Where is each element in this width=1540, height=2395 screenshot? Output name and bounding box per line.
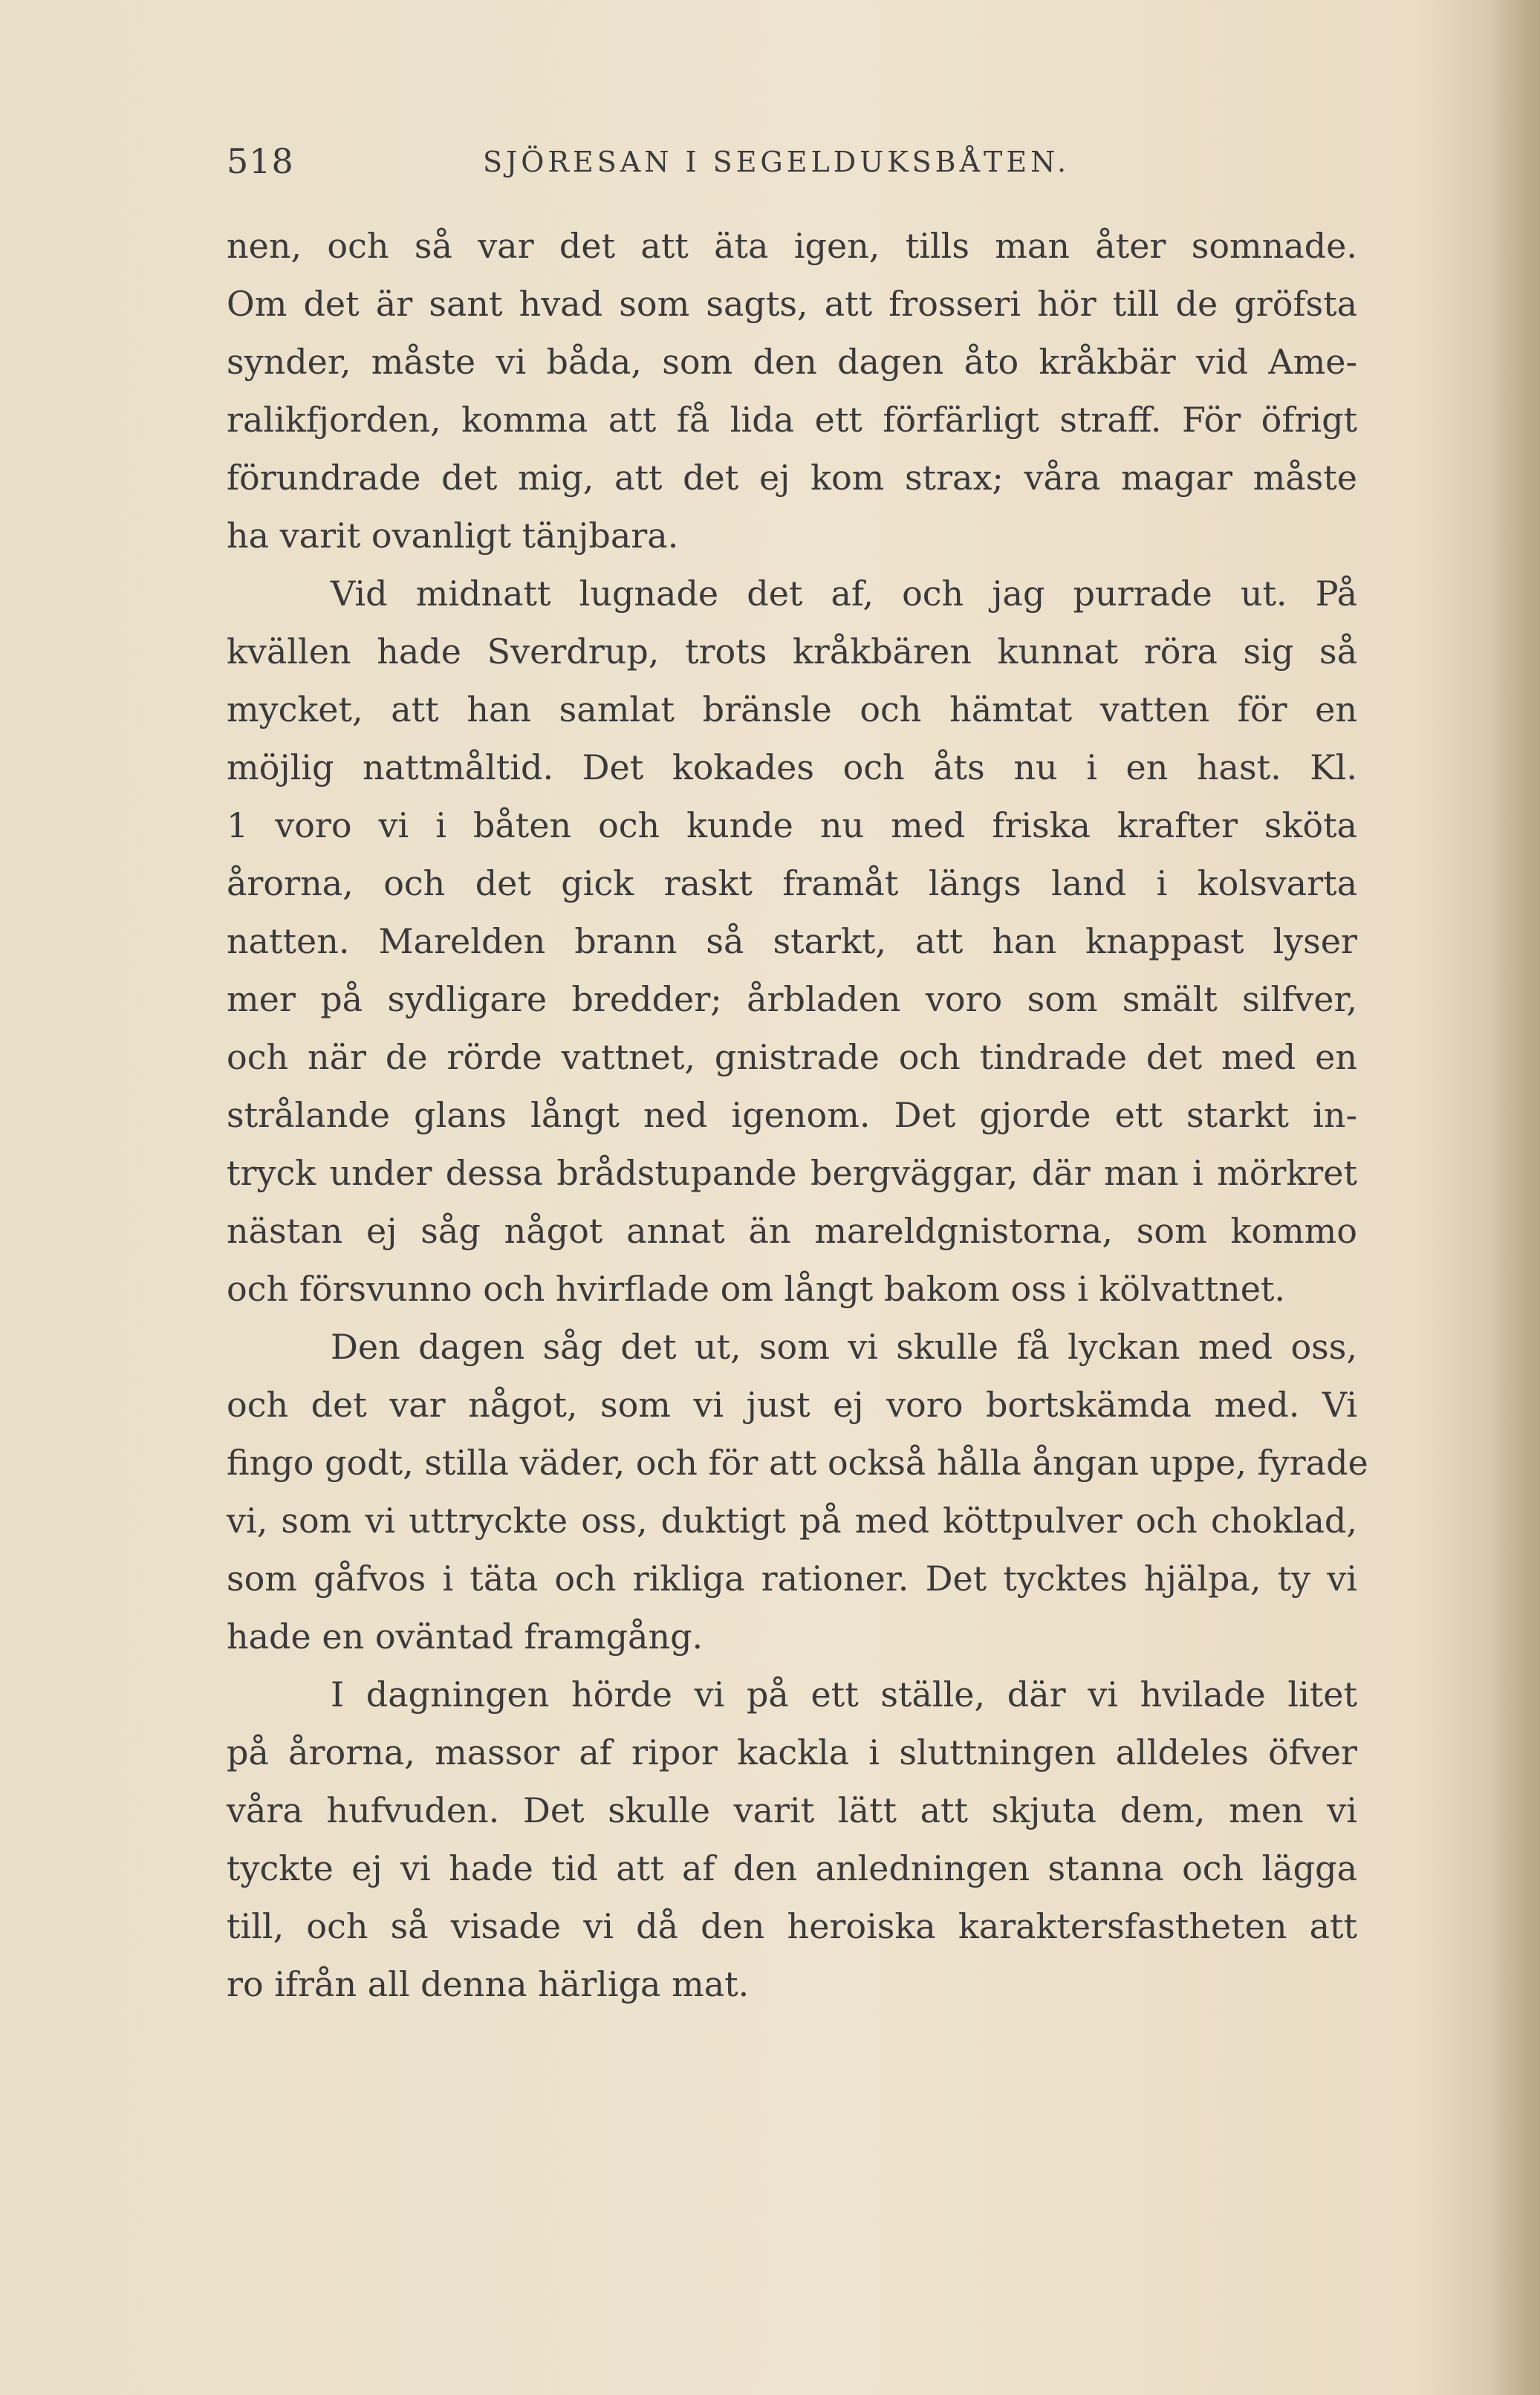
text-line: och det var något, som vi just ej voro bortskämda med. Vi bbox=[227, 1385, 1357, 1425]
text-line: kvällen hade Sverdrup, trots kråkbären kunnat röra sig så bbox=[227, 631, 1357, 672]
text-line: ha varit ovanligt tänjbara. bbox=[227, 516, 679, 556]
text-line: mer på sydligare bredder; årbladen voro som smält silfver, bbox=[227, 979, 1357, 1019]
running-title: SJÖRESAN I SEGELDUKSBÅTEN. bbox=[483, 146, 1070, 178]
text-line: I dagningen hörde vi på ett ställe, där vi hvilade litet bbox=[331, 1674, 1357, 1715]
text-line: nen, och så var det att äta igen, tills man åter somnade. bbox=[227, 226, 1357, 266]
text-line: mycket, att han samlat bränsle och hämtat vatten för en bbox=[227, 689, 1357, 729]
text-line: natten. Marelden brann så starkt, att han knappast lyser bbox=[227, 921, 1357, 961]
text-line: som gåfvos i täta och rikliga rationer. Det tycktes hjälpa, ty vi bbox=[227, 1559, 1357, 1599]
text-line: våra hufvuden. Det skulle varit lätt att skjuta dem, men vi bbox=[227, 1790, 1357, 1830]
text-line: 1 voro vi i båten och kunde nu med friska krafter sköta bbox=[227, 805, 1357, 845]
text-line: nästan ej såg något annat än mareldgnistorna, som kommo bbox=[227, 1211, 1357, 1251]
text-line: Den dagen såg det ut, som vi skulle få lyckan med oss, bbox=[331, 1327, 1357, 1367]
text-line: Om det är sant hvad som sagts, att frosseri hör till de gröfsta bbox=[227, 284, 1357, 324]
text-line: hade en oväntad framgång. bbox=[227, 1616, 704, 1657]
text-line: och försvunno och hvirflade om långt bakom oss i kölvattnet. bbox=[227, 1269, 1286, 1309]
text-line: årorna, och det gick raskt framåt längs land i kolsvarta bbox=[227, 863, 1357, 903]
text-line: förundrade det mig, att det ej kom strax; våra magar måste bbox=[227, 458, 1357, 498]
page-edge-shadow bbox=[1488, 0, 1540, 2395]
text-line: möjlig nattmåltid. Det kokades och åts nu i en hast. Kl. bbox=[227, 747, 1357, 787]
text-line: till, och så visade vi då den heroiska karaktersfastheten att bbox=[227, 1906, 1357, 1946]
page-number: 518 bbox=[227, 141, 294, 181]
body-text bbox=[227, 217, 1368, 2013]
text-line: Vid midnatt lugnade det af, och jag purrade ut. På bbox=[331, 573, 1357, 614]
text-line: på årorna, massor af ripor kackla i sluttningen alldeles öfver bbox=[227, 1732, 1357, 1772]
text-line: ro ifrån all denna härliga mat. bbox=[227, 1964, 750, 2004]
text-line: och när de rörde vattnet, gnistrade och tindrade det med en bbox=[227, 1037, 1357, 1077]
text-line: synder, måste vi båda, som den dagen åto kråkbär vid Ame- bbox=[227, 342, 1357, 382]
text-line: fingo godt, stilla väder, och för att också hålla ångan uppe, fyrade bbox=[227, 1443, 1368, 1483]
text-line: ralikfjorden, komma att få lida ett förfärligt straff. För öfrigt bbox=[227, 400, 1357, 440]
text-line: tryck under dessa brådstupande bergväggar, där man i mörkret bbox=[227, 1153, 1357, 1193]
page-header bbox=[227, 141, 1356, 193]
text-line: tyckte ej vi hade tid att af den anledningen stanna och lägga bbox=[227, 1848, 1357, 1888]
text-line: strålande glans långt ned igenom. Det gjorde ett starkt in- bbox=[227, 1095, 1357, 1135]
text-line: vi, som vi uttryckte oss, duktigt på med köttpulver och choklad, bbox=[227, 1501, 1357, 1541]
